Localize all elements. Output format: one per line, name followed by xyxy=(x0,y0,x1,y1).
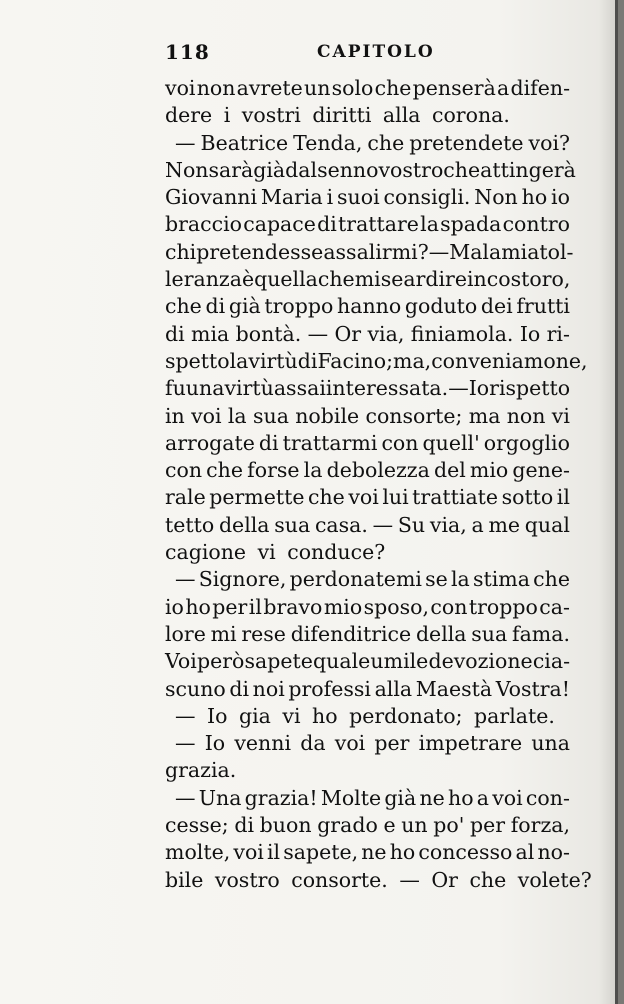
text-line: — Io gia vi ho perdonato; parlate. xyxy=(175,703,555,728)
running-head: CAPITOLO xyxy=(317,42,435,62)
text-line: bile vostro consorte. — Or che volete? xyxy=(165,867,592,892)
text-line: di mia bontà. — Or via, finiamola. Io ri- xyxy=(165,321,570,346)
text-line: Non sarà già dal senno vostro che attingerà xyxy=(165,157,576,182)
text-line: spetto la virtù di Facino; ma, conveniamone, xyxy=(165,348,588,373)
page-number: 118 xyxy=(165,40,210,64)
page-edge-shadow xyxy=(615,0,618,1004)
text-line: grazia. xyxy=(165,758,237,783)
text-line: dere i vostri diritti alla corona. xyxy=(165,103,510,128)
text-line: in voi la sua nobile consorte; ma non vi xyxy=(165,403,570,428)
text-line: chi pretendesse assalirmi? — Ma la mia tol- xyxy=(165,239,574,264)
text-line: molte, voi il sapete, ne ho concesso al no- xyxy=(165,840,570,865)
text-line: che di già troppo hanno goduto dei frutti xyxy=(165,294,570,319)
text-line: voi non avrete un solo che penserà a difen- xyxy=(165,76,570,100)
page-header xyxy=(165,40,570,70)
text-line: rale permette che voi lui trattiate sotto il xyxy=(165,485,570,510)
text-line: cesse; di buon grado e un po' per forza, xyxy=(165,813,570,838)
text-line: fu una virtù assai interessata. — Io rispetto xyxy=(165,376,571,401)
text-line: braccio capace di trattare la spada contro xyxy=(165,212,570,237)
text-line: con che forse la debolezza del mio gene- xyxy=(165,458,570,483)
text-line: Voi però sapete quale umile devozione cia- xyxy=(165,649,570,674)
page-edge xyxy=(618,0,624,1004)
text-line: arrogate di trattarmi con quell' orgoglio xyxy=(165,430,570,455)
text-line: — Io venni da voi per impetrare una xyxy=(175,731,570,756)
text-line: lore mi rese difenditrice della sua fama. xyxy=(165,621,570,646)
text-line: Giovanni Maria i suoi consigli. Non ho io xyxy=(165,185,570,210)
text-line: leranza è quella che mise ardire in costoro, xyxy=(165,267,571,292)
text-line: — Signore, perdonatemi se la stima che xyxy=(175,567,570,592)
text-line: cagione vi conduce? xyxy=(165,540,386,565)
text-line: — Beatrice Tenda, che pretendete voi? xyxy=(175,130,570,155)
body-text xyxy=(165,75,592,894)
text-line: — Una grazia! Molte già ne ho a voi con- xyxy=(175,785,570,810)
text-line: tetto della sua casa. — Su via, a me qual xyxy=(165,512,570,537)
text-line: io ho per il bravo mio sposo, con troppo ca- xyxy=(165,594,570,619)
text-line: scuno di noi professi alla Maestà Vostra! xyxy=(165,676,570,701)
